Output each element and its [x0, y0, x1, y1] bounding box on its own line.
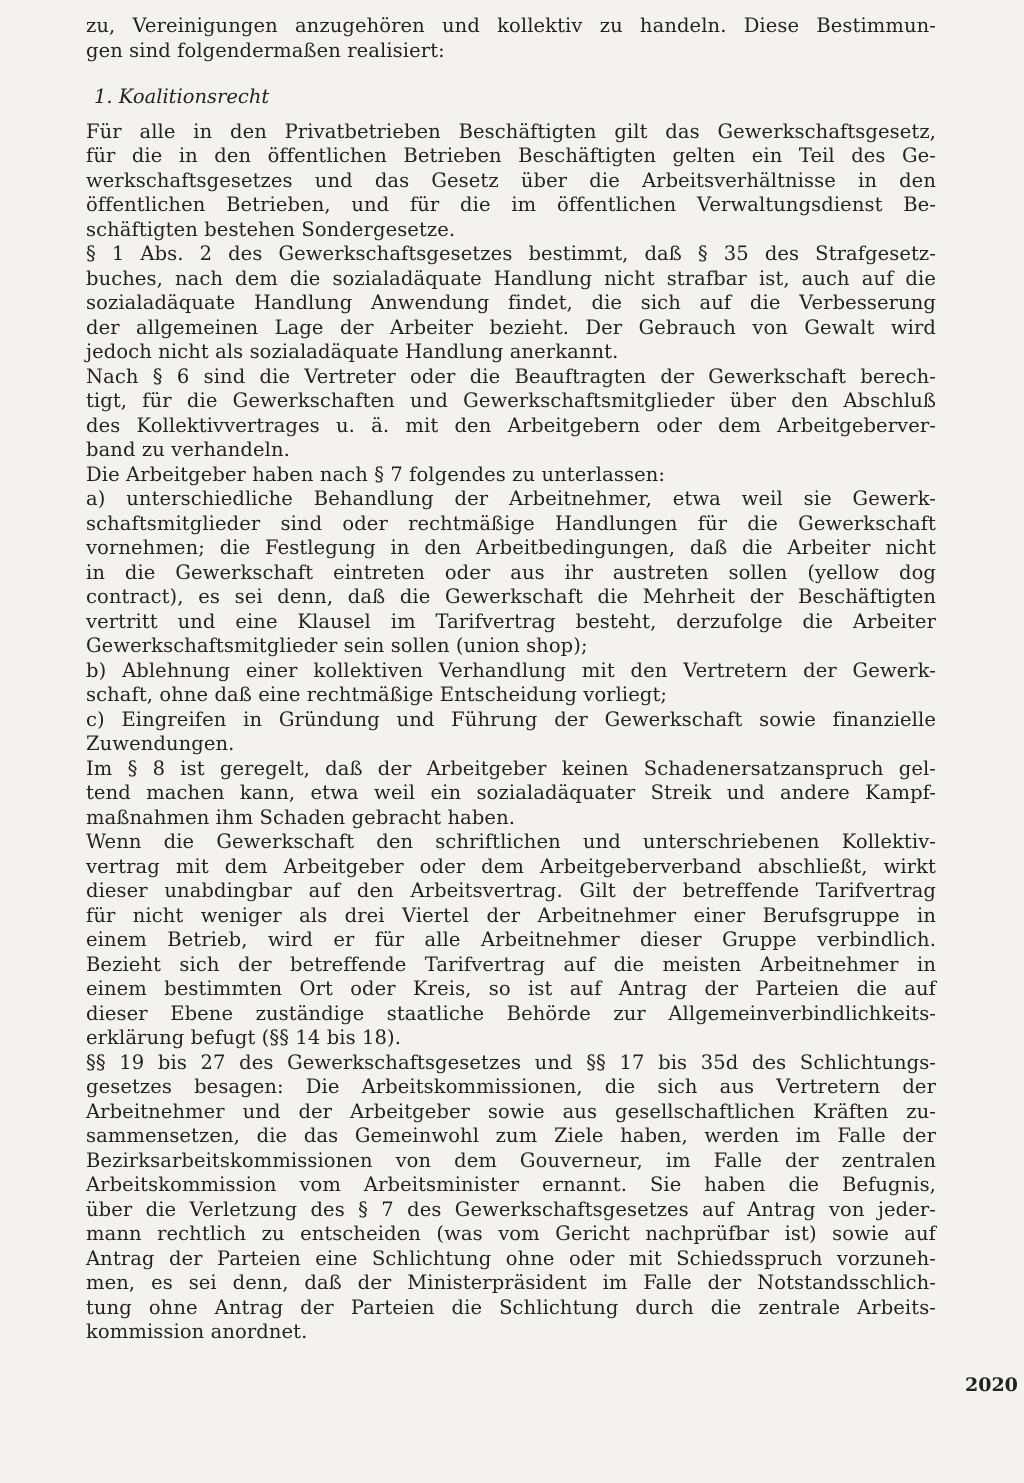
text-line: kommission anordnet. [86, 1320, 308, 1343]
text-line: Für alle in den Privatbetrieben Beschäftigten gilt das Gewerkschaftsgesetz, [86, 119, 936, 143]
text-line: Bezieht sich der betreffende Tarifvertrag auf die meisten Arbeitnehmer in [86, 952, 936, 976]
text-line: vertritt und eine Klausel im Tarifvertrag besteht, derzufolge die Arbeiter [86, 609, 936, 633]
text-line: mann rechtlich zu entscheiden (was vom Gericht nachprüfbar ist) sowie auf [86, 1222, 936, 1245]
text-line: einem Betrieb, wird er für alle Arbeitnehmer dieser Gruppe verbindlich. [86, 928, 936, 951]
page-number: 2020 [965, 1374, 1018, 1396]
text-line: der allgemeinen Lage der Arbeiter bezieht. Der Gebrauch von Gewalt wird [86, 315, 936, 339]
text-line: Nach § 6 sind die Vertreter oder die Beauftragten der Gewerkschaft berech- [86, 364, 936, 388]
text-line: Zuwendungen. [86, 732, 235, 755]
text-line: öffentlichen Betrieben, und für die im öffentlichen Verwaltungsdienst Be- [86, 193, 936, 216]
text-line: tigt, für die Gewerkschaften und Gewerkschaftsmitglieder über den Abschluß [86, 389, 936, 412]
text-line: für nicht weniger als drei Viertel der Arbeitnehmer einer Berufsgruppe in [86, 903, 936, 927]
text-line: dieser unabdingbar auf den Arbeitsvertrag. Gilt der betreffende Tarifvertrag [86, 879, 936, 902]
text-line: dieser Ebene zuständige staatliche Behörde zur Allgemeinverbindlichkeits- [86, 1001, 936, 1025]
text-line: men, es sei denn, daß der Ministerpräsident im Falle der Notstandsschlich- [86, 1271, 936, 1294]
text-line: in die Gewerkschaft eintreten oder aus ihr austreten sollen (yellow dog [86, 560, 936, 584]
section-heading: 1. Koalitionsrecht [94, 85, 270, 108]
text-line: sammensetzen, die das Gemeinwohl zum Ziele haben, werden im Falle der [86, 1124, 936, 1147]
text-line: Gewerkschaftsmitglieder sein sollen (union shop); [86, 634, 588, 657]
text-line: Bezirksarbeitskommissionen von dem Gouverneur, im Falle der zentralen [86, 1148, 936, 1172]
text-line: des Kollektivvertrages u. ä. mit den Arbeitgebern oder dem Arbeitgeberver- [86, 413, 936, 437]
body-text [86, 120, 936, 1345]
text-line: für die in den öffentlichen Betrieben Beschäftigten gelten ein Teil des Ge- [86, 144, 936, 167]
text-line: tung ohne Antrag der Parteien die Schlichtung durch die zentrale Arbeits- [86, 1295, 936, 1319]
text-line: Wenn die Gewerkschaft den schriftlichen und unterschriebenen Kollektiv- [86, 830, 936, 853]
text-line: über die Verletzung des § 7 des Gewerkschaftsgesetzes auf Antrag von jeder- [86, 1197, 936, 1221]
text-line: contract), es sei denn, daß die Gewerkschaft die Mehrheit der Beschäftigten [86, 585, 936, 608]
text-line: erklärung befugt (§§ 14 bis 18). [86, 1026, 402, 1049]
text-line: schaft, ohne daß eine rechtmäßige Entscheidung vorliegt; [86, 683, 668, 706]
page-body [86, 14, 936, 1345]
text-line: Im § 8 ist geregelt, daß der Arbeitgeber keinen Schadenersatzanspruch gel- [86, 756, 936, 780]
text-line: gesetzes besagen: Die Arbeitskommissionen, die sich aus Vertretern der [86, 1075, 936, 1098]
text-line: einem bestimmten Ort oder Kreis, so ist auf Antrag der Parteien die auf [86, 977, 936, 1000]
text-line: vornehmen; die Festlegung in den Arbeitbedingungen, daß die Arbeiter nicht [86, 536, 936, 559]
text-line: sozialadäquate Handlung Anwendung findet, die sich auf die Verbesserung [86, 291, 936, 314]
text-line: tend machen kann, etwa weil ein sozialadäquater Streik und andere Kampf- [86, 781, 936, 804]
text-line: maßnahmen ihm Schaden gebracht haben. [86, 805, 516, 829]
text-line: b) Ablehnung einer kollektiven Verhandlung mit den Vertretern der Gewerk- [86, 658, 936, 682]
text-line: a) unterschiedliche Behandlung der Arbeitnehmer, etwa weil sie Gewerk- [86, 487, 936, 510]
text-line: §§ 19 bis 27 des Gewerkschaftsgesetzes und §§ 17 bis 35d des Schlichtungs- [86, 1050, 936, 1074]
text-line: c) Eingreifen in Gründung und Führung der Gewerkschaft sowie finanzielle [86, 707, 936, 731]
text-line: werkschaftsgesetzes und das Gesetz über die Arbeitsverhältnisse in den [86, 168, 936, 192]
text-line: jedoch nicht als sozialadäquate Handlung anerkannt. [86, 340, 619, 363]
intro-line: zu, Vereinigungen anzugehören und kollektiv zu handeln. Diese Bestimmun- [86, 14, 936, 37]
text-line: § 1 Abs. 2 des Gewerkschaftsgesetzes bestimmt, daß § 35 des Strafgesetz- [86, 242, 936, 265]
text-line: band zu verhandeln. [86, 438, 290, 461]
text-line: schaftsmitglieder sind oder rechtmäßige Handlungen für die Gewerkschaft [86, 511, 936, 535]
text-line: Arbeitnehmer und der Arbeitgeber sowie aus gesellschaftlichen Kräften zu- [86, 1099, 936, 1123]
text-line: Arbeitskommission vom Arbeitsminister ernannt. Sie haben die Befugnis, [86, 1173, 936, 1196]
text-line: Antrag der Parteien eine Schlichtung ohne oder mit Schiedsspruch vorzuneh- [86, 1246, 936, 1270]
text-line: Die Arbeitgeber haben nach § 7 folgendes zu unterlassen: [86, 462, 666, 486]
intro-line: gen sind folgendermaßen realisiert: [86, 38, 445, 62]
text-line: buches, nach dem die sozialadäquate Handlung nicht strafbar ist, auch auf die [86, 266, 936, 290]
text-line: schäftigten bestehen Sondergesetze. [86, 217, 456, 241]
text-line: vertrag mit dem Arbeitgeber oder dem Arbeitgeberverband abschließt, wirkt [86, 854, 936, 878]
